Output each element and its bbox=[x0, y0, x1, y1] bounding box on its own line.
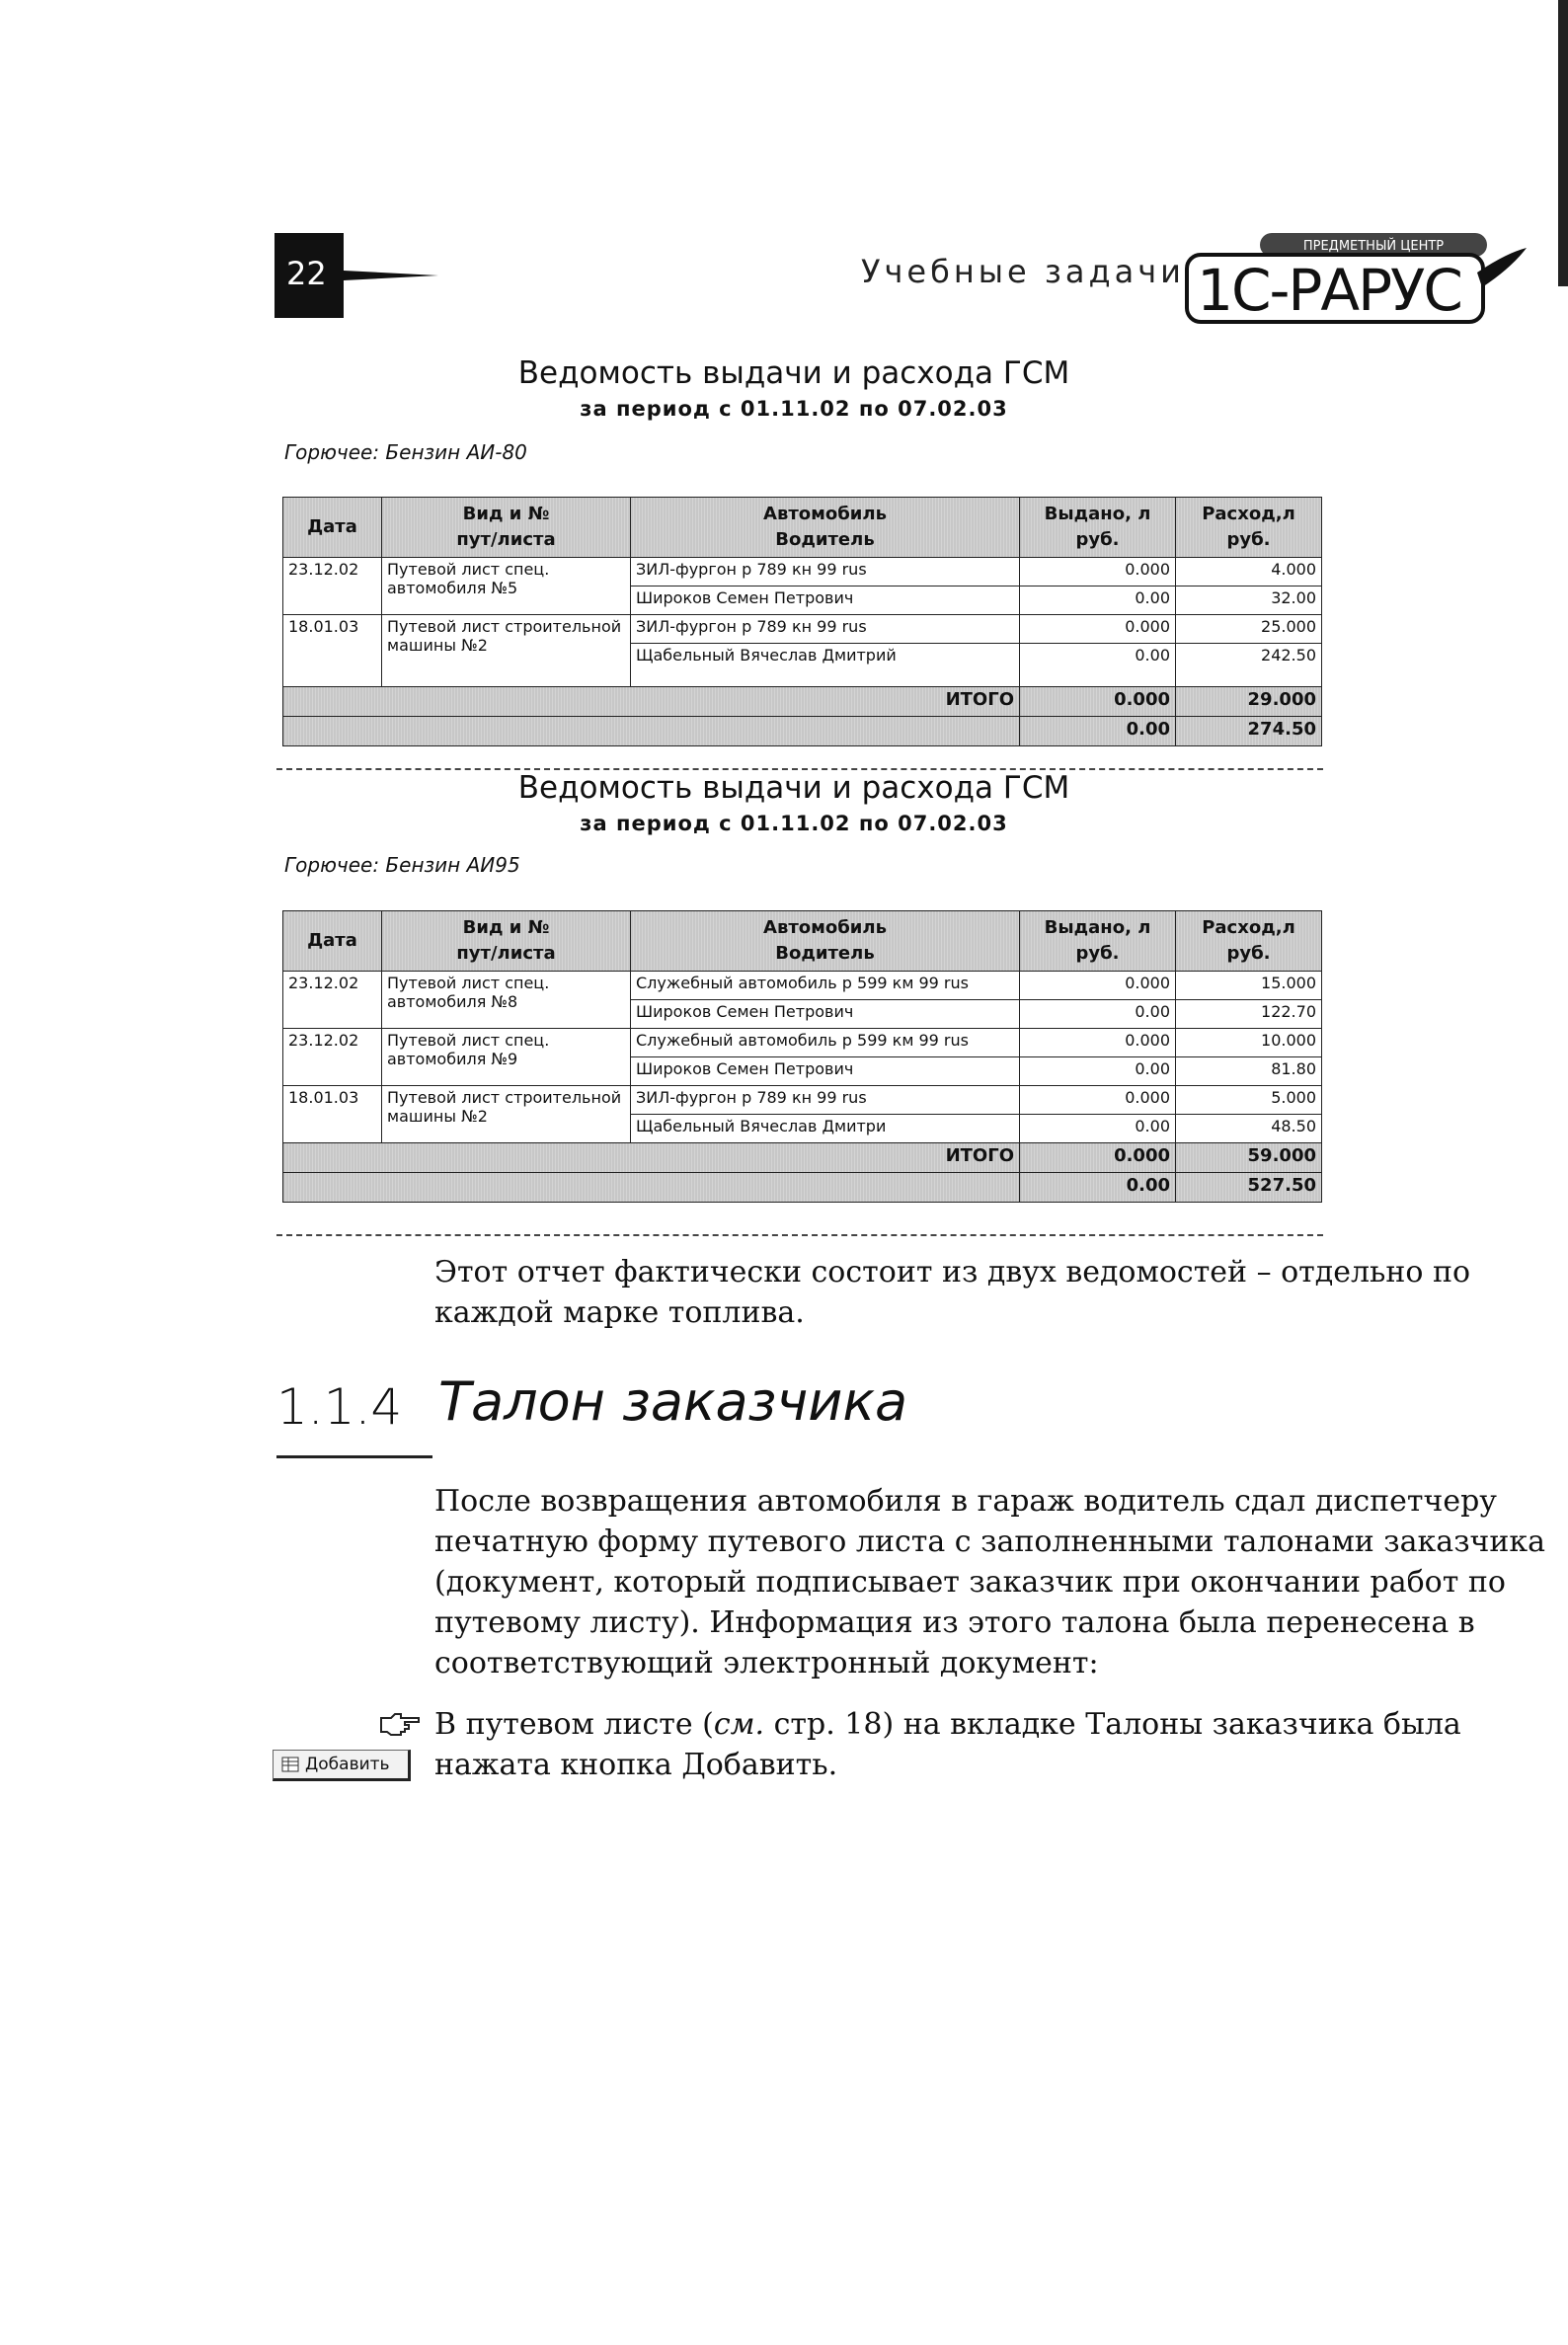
total-spent-rub: 274.50 bbox=[1176, 717, 1322, 746]
report-2-fuel: Горючее: Бензин АИ95 bbox=[284, 853, 520, 877]
total-row bbox=[283, 1173, 1322, 1203]
cell-car: ЗИЛ-фургон р 789 кн 99 rus bbox=[631, 558, 1020, 586]
total-row bbox=[283, 1143, 1322, 1173]
header-date: Дата bbox=[283, 498, 382, 558]
header-car: Автомобиль Водитель bbox=[631, 498, 1020, 558]
cell-issued-l: 0.000 bbox=[1020, 1086, 1176, 1115]
scan-edge-artifact bbox=[1558, 0, 1568, 286]
cell-issued-rub: 0.00 bbox=[1020, 1115, 1176, 1143]
cell-driver: Щабельный Вячеслав Дмитрий bbox=[631, 644, 1020, 687]
report-1-period: за период с 01.11.02 по 07.02.03 bbox=[580, 397, 1008, 421]
total-label: ИТОГО bbox=[283, 687, 1020, 717]
total-label: ИТОГО bbox=[283, 1143, 1020, 1173]
cell-spent-rub: 242.50 bbox=[1176, 644, 1322, 687]
add-button-label: Добавить bbox=[305, 1755, 390, 1774]
section-title: Талон заказчика bbox=[438, 1370, 908, 1433]
total-row bbox=[283, 687, 1322, 717]
instruction-line-2: нажата кнопка Добавить. bbox=[434, 1748, 838, 1782]
cell-spent-l: 4.000 bbox=[1176, 558, 1322, 586]
cell-car: ЗИЛ-фургон р 789 кн 99 rus bbox=[631, 1086, 1020, 1115]
header-spent: Расход,л руб. bbox=[1176, 498, 1322, 558]
report-2-period: за период с 01.11.02 по 07.02.03 bbox=[580, 812, 1008, 835]
cell-spent-l: 10.000 bbox=[1176, 1029, 1322, 1057]
total-issued-rub: 0.00 bbox=[1020, 1173, 1176, 1203]
section-number: 1.1.4 bbox=[276, 1378, 403, 1436]
cell-car: ЗИЛ-фургон р 789 кн 99 rus bbox=[631, 615, 1020, 644]
table-row bbox=[283, 1086, 1322, 1115]
running-title: Учебные задачи bbox=[861, 253, 1185, 290]
report-1-fuel: Горючее: Бензин АИ-80 bbox=[284, 440, 527, 464]
total-spent-l: 29.000 bbox=[1176, 687, 1322, 717]
header-spent: Расход,л руб. bbox=[1176, 911, 1322, 972]
cell-driver: Щабельный Вячеслав Дмитри bbox=[631, 1115, 1020, 1143]
total-issued-l: 0.000 bbox=[1020, 687, 1176, 717]
section-rule bbox=[276, 1455, 432, 1458]
total-spent-l: 59.000 bbox=[1176, 1143, 1322, 1173]
cell-spent-l: 5.000 bbox=[1176, 1086, 1322, 1115]
cell-date: 18.01.03 bbox=[283, 615, 382, 687]
header-doc: Вид и № пут/листа bbox=[382, 911, 631, 972]
cell-date: 23.12.02 bbox=[283, 1029, 382, 1086]
cell-driver: Широков Семен Петрович bbox=[631, 586, 1020, 615]
header-car: Автомобиль Водитель bbox=[631, 911, 1020, 972]
cell-driver: Широков Семен Петрович bbox=[631, 1057, 1020, 1086]
cell-doc: Путевой лист строительной машины №2 bbox=[382, 1086, 631, 1143]
cell-issued-rub: 0.00 bbox=[1020, 644, 1176, 687]
cell-issued-l: 0.000 bbox=[1020, 972, 1176, 1000]
svg-text:ПРЕДМЕТНЫЙ ЦЕНТР: ПРЕДМЕТНЫЙ ЦЕНТР bbox=[1302, 239, 1445, 254]
header-date: Дата bbox=[283, 911, 382, 972]
table-row bbox=[283, 1029, 1322, 1057]
cell-doc: Путевой лист спец. автомобиля №8 bbox=[382, 972, 631, 1029]
cell-date: 23.12.02 bbox=[283, 972, 382, 1029]
section-paragraph: После возвращения автомобиля в гараж водитель сдал диспетчеру печатную форму путевого листа с заполненными талонами заказчика (документ, который подписывает заказчик при окончании работ по путевому листу). Информация из этого талона была перенесена в соответствующий электронный документ: bbox=[434, 1484, 1546, 1681]
total-spacer bbox=[283, 717, 1020, 746]
separator-line bbox=[276, 1234, 1323, 1236]
cell-issued-l: 0.000 bbox=[1020, 558, 1176, 586]
instruction-paragraph bbox=[434, 1704, 1461, 1785]
cell-spent-l: 25.000 bbox=[1176, 615, 1322, 644]
svg-text:1С-РАРУС: 1С-РАРУС bbox=[1197, 257, 1461, 324]
add-button[interactable] bbox=[273, 1750, 411, 1781]
cell-date: 18.01.03 bbox=[283, 1086, 382, 1143]
cell-spent-rub: 48.50 bbox=[1176, 1115, 1322, 1143]
instruction-line-1: В путевом листе (см. стр. 18) на вкладке Талоны заказчика была bbox=[434, 1707, 1461, 1742]
header-issued: Выдано, л руб. bbox=[1020, 498, 1176, 558]
total-spacer bbox=[283, 1173, 1020, 1203]
cell-doc: Путевой лист спец. автомобиля №5 bbox=[382, 558, 631, 615]
table-icon bbox=[281, 1756, 299, 1773]
cell-car: Служебный автомобиль р 599 км 99 rus bbox=[631, 972, 1020, 1000]
header-issued: Выдано, л руб. bbox=[1020, 911, 1176, 972]
report-2-table bbox=[282, 910, 1322, 1203]
cell-driver: Широков Семен Петрович bbox=[631, 1000, 1020, 1029]
cell-date: 23.12.02 bbox=[283, 558, 382, 615]
cell-spent-rub: 32.00 bbox=[1176, 586, 1322, 615]
total-row bbox=[283, 717, 1322, 746]
cell-car: Служебный автомобиль р 599 км 99 rus bbox=[631, 1029, 1020, 1057]
table-header-row bbox=[283, 911, 1322, 972]
total-issued-rub: 0.00 bbox=[1020, 717, 1176, 746]
cell-doc: Путевой лист спец. автомобиля №9 bbox=[382, 1029, 631, 1086]
report-1-table bbox=[282, 497, 1322, 746]
cell-doc: Путевой лист строительной машины №2 bbox=[382, 615, 631, 687]
cell-issued-l: 0.000 bbox=[1020, 615, 1176, 644]
report-2-title: Ведомость выдачи и расхода ГСМ bbox=[517, 770, 1070, 806]
report-1-title: Ведомость выдачи и расхода ГСМ bbox=[517, 355, 1070, 391]
publisher-logo bbox=[1181, 233, 1532, 328]
page-number: 22 bbox=[286, 255, 327, 292]
table-row bbox=[283, 615, 1322, 644]
summary-paragraph: Этот отчет фактически состоит из двух ведомостей – отдельно по каждой марке топлива. bbox=[434, 1255, 1471, 1330]
total-spent-rub: 527.50 bbox=[1176, 1173, 1322, 1203]
cell-spent-rub: 81.80 bbox=[1176, 1057, 1322, 1086]
table-row bbox=[283, 972, 1322, 1000]
cell-spent-rub: 122.70 bbox=[1176, 1000, 1322, 1029]
total-issued-l: 0.000 bbox=[1020, 1143, 1176, 1173]
pointing-hand-icon bbox=[379, 1710, 421, 1738]
cell-issued-l: 0.000 bbox=[1020, 1029, 1176, 1057]
table-header-row bbox=[283, 498, 1322, 558]
table-row bbox=[283, 558, 1322, 586]
header-doc: Вид и № пут/листа bbox=[382, 498, 631, 558]
cell-issued-rub: 0.00 bbox=[1020, 1000, 1176, 1029]
cell-spent-l: 15.000 bbox=[1176, 972, 1322, 1000]
cell-issued-rub: 0.00 bbox=[1020, 1057, 1176, 1086]
cell-issued-rub: 0.00 bbox=[1020, 586, 1176, 615]
